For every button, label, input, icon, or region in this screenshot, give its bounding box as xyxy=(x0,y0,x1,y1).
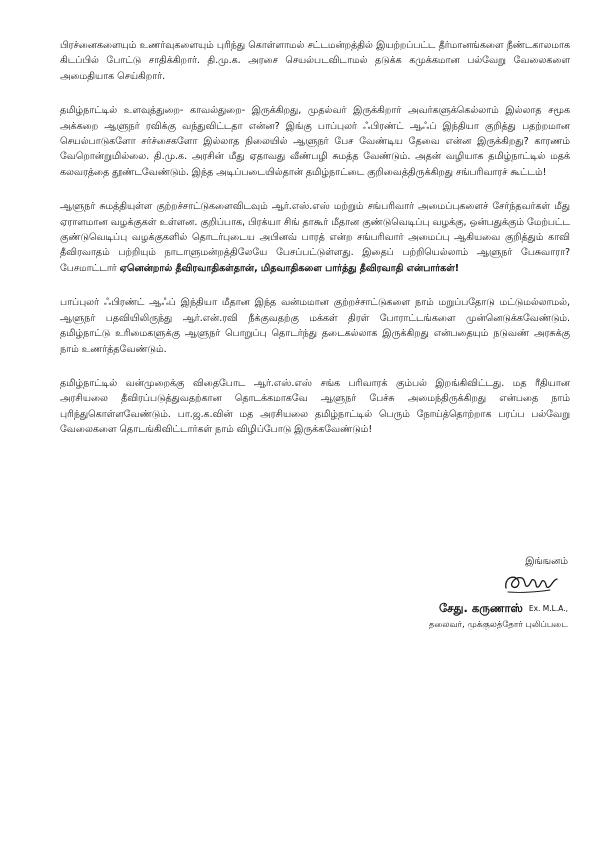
signatory-name xyxy=(439,601,568,617)
paragraph-2: தமிழ்நாட்டில் உளவுத்துறை- காவல்துறை- இருக்கிறது, முதல்வர் இருக்கிறார் அவர்களுக்கெல்லாம் இல்லாத சமூக அக்கறை ஆளுநர் ரவிக்கு வந்துவிட்டதா என்ன? இங்கு பாப்புலர் ஃபிரண்ட் ஆஃப் இந்தியா குறித்து பதற்றமான செயல்பாடுகளோ சர்ச்சைகளோ இல்லாத நிலையில் ஆளுநர் பேச வேண்டிய தேவை என்ன இருக்கிறது? காரணம் வேறொன்றுமில்லை. தி.மு.க. அரசின் மீது ஏதாவது வீண்பழி சுமத்த வேண்டும். அதன் வழியாக தமிழ்நாட்டில் மதக் கலவரத்தை தூண்டவேண்டும். இந்த அடிப்படையில்தான் தமிழ்நாட்டை குறிவைத்திருக்கிறது சங்பரிவாரச் கூட்டம்! xyxy=(60,105,570,178)
signatory-designation: தலைவர், முக்குலத்தோர் புலிப்படை xyxy=(428,620,568,630)
paragraph-5: தமிழ்நாட்டில் வன்முறைக்கு விதைபோட ஆர்.எஸ்.எஸ் சங்க பரிவாரக் கும்பல் இறங்கிவிட்டது. மத ரீதியான அரசியலை தீவிரப்படுத்துவதற்கான தொடக்கமாகவே ஆளுநர் பேச்சு அமைந்திருக்கிறது என்பதை நாம் புரிந்துகொள்ளவேண்டும். பா.ஜ.க.வின் மத அரசியலை தமிழ்நாட்டில் பெரும் நோய்த்தொற்றாக பரப்ப பல்வேறு வேலைகளை தொடங்கிவிட்டார்கள் நாம் விழிப்போடு இருக்கவேண்டும்! xyxy=(60,377,570,436)
paragraph-3-bold-line: ஏனென்றால் தீவிரவாதிகள்தான், மிதவாதிகளை பார்த்து தீவிரவாதி என்பார்கள்! xyxy=(119,262,460,274)
paragraph-1: பிரச்னைகளையும் உணர்வுகளையும் புரிந்து கொள்ளாமல் சட்டமன்றத்தில் இயற்றப்பட்ட தீர்மானங்களை நீண்டகாலமாக கிடப்பில் போட்டு சாதிக்கிறார். தி.மு.க. அரசை செயல்படவிடாமல் தடுக்க கமுக்கமான பல்வேறு வேலைகளை அமைதியாக செய்கிறார். xyxy=(60,40,570,82)
paragraph-3-text: ஆளுநர் சுமத்தியுள்ள குற்றச்சாட்டுகளைவிடவும் ஆர்.எஸ்.எஸ் மற்றும் சங்பரிவார் அமைப்புகளைச் சேர்ந்தவர்கள் மீது ஏராளமான வழக்குகள் உள்ளன. குறிப்பாக, பிரக்யா சிங் தாகூர் மீதான குண்டுவெடிப்பு வழக்கு, ஒன்பதுக்கும் மேற்பட்ட குண்டுவெடிப்பு வழக்குகளில் தொடர்புடைய அபினவ் பாரத் என்ற சங்பரிவார் அமைப்பு ஆகியவை குறித்தும் காவி தீவிரவாதம் பற்றியும் நாடாளுமன்றத்திலேயே பேசப்பட்டுள்ளது. இதைப் பற்றியெல்லாம் ஆளுநர் பேசுவாரா? பேசமாட்டார் xyxy=(60,201,570,274)
letter-body xyxy=(60,38,570,457)
paragraph-4: பாப்புலர் ஃபிரண்ட் ஆஃப் இந்தியா மீதான இந்த வன்மமான குற்றச்சாட்டுகளை நாம் மறுப்பதோடு மட்டுமல்லாமல், ஆளுநர் பதவியிலிருந்து ஆர்.என்.ரவி நீக்குவதற்கு மக்கள் திரள் போராட்டங்களை முன்னெடுக்கவேண்டும். தமிழ்நாட்டு உரிமைகளுக்கு ஆளுநர் பொறுப்பு தொடர்ந்து தடைகல்லாக இருக்கிறது என்பதையும் நடுவண் அரசுக்கு நாம் உணர்த்தவேண்டும். xyxy=(60,297,570,355)
closing-salutation: இங்ஙனம் xyxy=(525,556,568,567)
paragraph-3 xyxy=(60,199,570,276)
signature-image xyxy=(500,568,562,598)
signatory-name-text: சேது. கருணாஸ் xyxy=(438,601,523,615)
signatory-suffix: Ex. M.L.A., xyxy=(528,604,568,613)
